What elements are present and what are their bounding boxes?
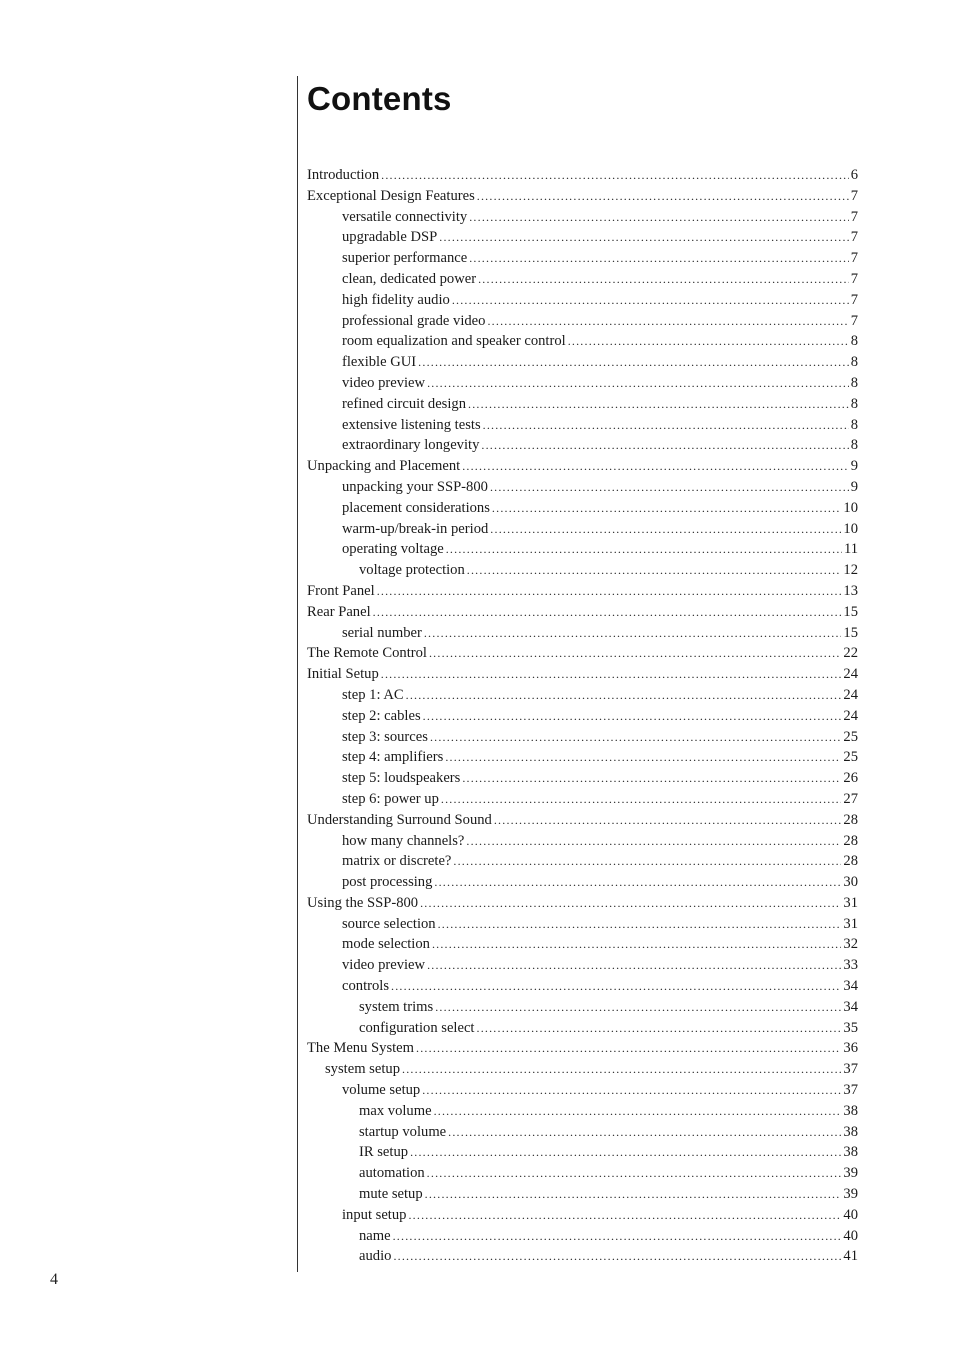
toc-entry-label: video preview — [342, 374, 426, 391]
toc-entry[interactable] — [307, 623, 858, 644]
toc-entry[interactable] — [307, 664, 858, 685]
toc-entry-page: 10 — [843, 520, 858, 537]
toc-entry-page: 34 — [843, 978, 858, 995]
toc-entry-page: 27 — [843, 790, 858, 807]
toc-entry[interactable] — [307, 415, 858, 436]
dot-leader — [490, 519, 841, 540]
toc-entry-label: IR setup — [359, 1144, 409, 1161]
dot-leader — [568, 331, 849, 352]
toc-entry-page: 8 — [850, 395, 858, 412]
page-number: 4 — [50, 1271, 58, 1288]
toc-entry-label: automation — [359, 1165, 425, 1182]
toc-entry[interactable] — [307, 1163, 858, 1184]
toc-entry[interactable] — [307, 248, 858, 269]
toc-entry-page: 34 — [843, 998, 858, 1015]
dot-leader — [425, 1184, 842, 1205]
dot-leader — [381, 165, 849, 186]
dot-leader — [462, 456, 849, 477]
toc-entry-label: max volume — [359, 1102, 432, 1119]
toc-entry-page: 25 — [843, 749, 858, 766]
toc-entry-page: 31 — [843, 894, 858, 911]
dot-leader — [441, 789, 842, 810]
toc-entry[interactable] — [307, 1205, 858, 1226]
toc-entry[interactable] — [307, 539, 858, 560]
toc-entry-label: extensive listening tests — [342, 416, 481, 433]
dot-leader — [438, 914, 842, 935]
toc-entry-label: extraordinary longevity — [342, 437, 480, 454]
toc-entry-page: 7 — [850, 187, 858, 204]
page-title: Contents — [307, 80, 452, 117]
toc-entry-page: 8 — [850, 416, 858, 433]
toc-entry[interactable] — [307, 186, 858, 207]
toc-entry[interactable] — [307, 1038, 858, 1059]
toc-entry-page: 33 — [843, 957, 858, 974]
toc-entry-page: 38 — [843, 1123, 858, 1140]
toc-entry-page: 8 — [850, 354, 858, 371]
dot-leader — [410, 1142, 841, 1163]
toc-entry[interactable] — [307, 331, 858, 352]
toc-entry-label: system setup — [325, 1061, 400, 1078]
toc-entry-page: 28 — [843, 832, 858, 849]
toc-entry[interactable] — [307, 872, 858, 893]
dot-leader — [469, 207, 848, 228]
toc-entry[interactable] — [307, 1059, 858, 1080]
dot-leader — [427, 1163, 842, 1184]
toc-entry[interactable] — [307, 976, 858, 997]
dot-leader — [487, 311, 848, 332]
toc-entry-label: startup volume — [359, 1123, 447, 1140]
toc-entry-page: 24 — [843, 707, 858, 724]
toc-entry-label: placement considerations — [342, 499, 490, 516]
toc-entry[interactable] — [307, 831, 858, 852]
dot-leader — [418, 352, 849, 373]
toc-entry-page: 7 — [850, 291, 858, 308]
dot-leader — [423, 706, 842, 727]
dot-leader — [468, 394, 849, 415]
toc-entry-page: 9 — [850, 458, 858, 475]
toc-entry-label: step 1: AC — [342, 686, 404, 703]
toc-entry-page: 15 — [843, 603, 858, 620]
dot-leader — [445, 747, 841, 768]
toc-entry[interactable] — [307, 207, 858, 228]
toc-entry-page: 39 — [843, 1165, 858, 1182]
dot-leader — [406, 685, 842, 706]
dot-leader — [492, 498, 841, 519]
toc-entry-label: room equalization and speaker control — [342, 333, 566, 350]
dot-leader — [490, 477, 849, 498]
toc-entry-label: mode selection — [342, 936, 430, 953]
toc-entry-label: upgradable DSP — [342, 229, 438, 246]
toc-entry-page: 38 — [843, 1144, 858, 1161]
toc-entry[interactable] — [307, 1080, 858, 1101]
toc-entry[interactable] — [307, 519, 858, 540]
toc-entry[interactable] — [307, 727, 858, 748]
toc-entry[interactable] — [307, 768, 858, 789]
toc-entry-label: input setup — [342, 1206, 407, 1223]
dot-leader — [434, 1101, 842, 1122]
toc-entry-page: 7 — [850, 229, 858, 246]
toc-entry-label: configuration select — [359, 1019, 475, 1036]
toc-entry-page: 32 — [843, 936, 858, 953]
toc-entry-label: serial number — [342, 624, 422, 641]
toc-entry[interactable] — [307, 685, 858, 706]
dot-leader — [483, 415, 849, 436]
toc-entry-page: 31 — [843, 915, 858, 932]
toc-entry-label: Using the SSP-800 — [307, 894, 419, 911]
dot-leader — [466, 831, 841, 852]
toc-entry-label: Understanding Surround Sound — [307, 811, 492, 828]
toc-entry-page: 24 — [843, 686, 858, 703]
toc-entry[interactable] — [307, 1246, 858, 1267]
toc-entry[interactable] — [307, 997, 858, 1018]
toc-entry-page: 35 — [843, 1019, 858, 1036]
toc-entry-label: unpacking your SSP-800 — [342, 478, 488, 495]
dot-leader — [467, 560, 842, 581]
toc-entry-page: 8 — [850, 437, 858, 454]
toc-entry[interactable] — [307, 602, 858, 623]
toc-entry-label: The Menu System — [307, 1040, 415, 1057]
toc-entry-page: 15 — [843, 624, 858, 641]
dot-leader — [429, 643, 841, 664]
toc-entry[interactable] — [307, 706, 858, 727]
toc-entry-label: mute setup — [359, 1186, 423, 1203]
toc-entry[interactable] — [307, 1226, 858, 1247]
toc-entry-label: step 4: amplifiers — [342, 749, 444, 766]
toc-entry-page: 41 — [843, 1248, 858, 1265]
dot-leader — [381, 664, 842, 685]
toc-entry[interactable] — [307, 290, 858, 311]
toc-entry-label: warm-up/break-in period — [342, 520, 489, 537]
toc-entry[interactable] — [307, 373, 858, 394]
dot-leader — [408, 1205, 841, 1226]
dot-leader — [477, 1018, 842, 1039]
toc-entry[interactable] — [307, 934, 858, 955]
toc-entry-page: 26 — [843, 770, 858, 787]
dot-leader — [427, 373, 849, 394]
toc-entry-label: matrix or discrete? — [342, 853, 452, 870]
dot-leader — [373, 602, 842, 623]
dot-leader — [416, 1038, 841, 1059]
dot-leader — [402, 1059, 841, 1080]
toc-entry-label: audio — [359, 1248, 392, 1265]
toc-entry[interactable] — [307, 643, 858, 664]
toc-entry-label: step 5: loudspeakers — [342, 770, 461, 787]
toc-entry-label: professional grade video — [342, 312, 486, 329]
dot-leader — [393, 1246, 841, 1267]
dot-leader — [427, 955, 841, 976]
toc-entry-page: 24 — [843, 666, 858, 683]
toc-entry-page: 11 — [843, 541, 858, 558]
toc-entry-page: 37 — [843, 1061, 858, 1078]
dot-leader — [439, 227, 848, 248]
toc-entry-label: system trims — [359, 998, 434, 1015]
dot-leader — [422, 1080, 841, 1101]
toc-entry[interactable] — [307, 893, 858, 914]
toc-entry-label: source selection — [342, 915, 436, 932]
toc-entry-label: Initial Setup — [307, 666, 379, 683]
dot-leader — [446, 539, 842, 560]
toc-entry-page: 7 — [850, 270, 858, 287]
toc-entry[interactable] — [307, 747, 858, 768]
toc-entry-page: 40 — [843, 1206, 858, 1223]
dot-leader — [453, 851, 841, 872]
toc-entry-label: step 2: cables — [342, 707, 421, 724]
toc-entry[interactable] — [307, 311, 858, 332]
toc-entry-page: 9 — [850, 478, 858, 495]
toc-entry-page: 38 — [843, 1102, 858, 1119]
toc-entry-page: 8 — [850, 374, 858, 391]
toc-entry[interactable] — [307, 851, 858, 872]
toc-entry-page: 39 — [843, 1186, 858, 1203]
toc-entry-page: 36 — [843, 1040, 858, 1057]
toc-entry[interactable] — [307, 227, 858, 248]
toc-entry[interactable] — [307, 456, 858, 477]
toc-entry-label: Exceptional Design Features — [307, 187, 475, 204]
dot-leader — [452, 290, 849, 311]
toc-entry-page: 22 — [843, 645, 858, 662]
toc-entry[interactable] — [307, 435, 858, 456]
toc-entry-label: step 3: sources — [342, 728, 428, 745]
toc-entry-label: step 6: power up — [342, 790, 439, 807]
dot-leader — [434, 872, 841, 893]
dot-leader — [481, 435, 848, 456]
toc-entry-page: 7 — [850, 250, 858, 267]
toc-entry[interactable] — [307, 560, 858, 581]
toc-entry[interactable] — [307, 914, 858, 935]
dot-leader — [393, 1226, 842, 1247]
dot-leader — [432, 934, 841, 955]
toc-entry-label: Introduction — [307, 167, 380, 183]
toc-entry-label: flexible GUI — [342, 354, 417, 371]
dot-leader — [391, 976, 841, 997]
dot-leader — [448, 1122, 841, 1143]
toc-entry[interactable] — [307, 955, 858, 976]
toc-entry-page: 8 — [850, 333, 858, 350]
toc-entry-page: 28 — [843, 853, 858, 870]
margin-rule — [297, 76, 298, 1272]
dot-leader — [494, 810, 842, 831]
toc-entry[interactable] — [307, 810, 858, 831]
toc-entry-label: Rear Panel — [307, 603, 371, 620]
toc-entry-page: 28 — [843, 811, 858, 828]
toc-entry-page: 7 — [850, 208, 858, 225]
toc-entry-label: post processing — [342, 874, 433, 891]
dot-leader — [435, 997, 841, 1018]
toc-entry[interactable] — [307, 1101, 858, 1122]
dot-leader — [477, 186, 849, 207]
dot-leader — [424, 623, 842, 644]
toc-entry-page: 13 — [843, 582, 858, 599]
toc-entry-label: name — [359, 1227, 391, 1244]
toc-entry[interactable] — [307, 352, 858, 373]
toc-entry-label: volume setup — [342, 1082, 421, 1099]
dot-leader — [462, 768, 841, 789]
toc-entry-page: 6 — [850, 167, 858, 183]
dot-leader — [377, 581, 842, 602]
toc-entry-label: high fidelity audio — [342, 291, 450, 308]
dot-leader — [469, 248, 849, 269]
toc-entry-label: video preview — [342, 957, 426, 974]
toc-entry-label: clean, dedicated power — [342, 270, 477, 287]
toc-entry[interactable] — [307, 789, 858, 810]
dot-leader — [478, 269, 849, 290]
toc-entry[interactable] — [307, 1142, 858, 1163]
toc-entry[interactable] — [307, 477, 858, 498]
toc-entry-page: 10 — [843, 499, 858, 516]
dot-leader — [430, 727, 841, 748]
toc-entry-page: 7 — [850, 312, 858, 329]
toc-entry-page: 37 — [843, 1082, 858, 1099]
toc-entry[interactable] — [307, 1018, 858, 1039]
toc-entry-label: Front Panel — [307, 582, 375, 599]
toc-entry-label: Unpacking and Placement — [307, 458, 461, 475]
toc-entry-label: controls — [342, 978, 390, 995]
toc-entry[interactable] — [307, 269, 858, 290]
toc-entry[interactable] — [307, 1184, 858, 1205]
toc-entry-label: versatile connectivity — [342, 208, 468, 225]
table-of-contents — [307, 165, 858, 1267]
toc-entry-page: 25 — [843, 728, 858, 745]
toc-entry-label: superior performance — [342, 250, 468, 267]
dot-leader — [420, 893, 841, 914]
toc-entry[interactable] — [307, 1122, 858, 1143]
toc-entry-label: refined circuit design — [342, 395, 466, 412]
toc-entry-page: 12 — [843, 562, 858, 579]
toc-entry-page: 30 — [843, 874, 858, 891]
toc-entry[interactable] — [307, 581, 858, 602]
toc-entry[interactable] — [307, 394, 858, 415]
toc-entry[interactable] — [307, 498, 858, 519]
toc-entry-label: The Remote Control — [307, 645, 427, 662]
toc-entry[interactable] — [307, 165, 858, 186]
toc-entry-label: voltage protection — [359, 562, 465, 579]
toc-entry-page: 40 — [843, 1227, 858, 1244]
toc-entry-label: how many channels? — [342, 832, 465, 849]
toc-entry-label: operating voltage — [342, 541, 444, 558]
